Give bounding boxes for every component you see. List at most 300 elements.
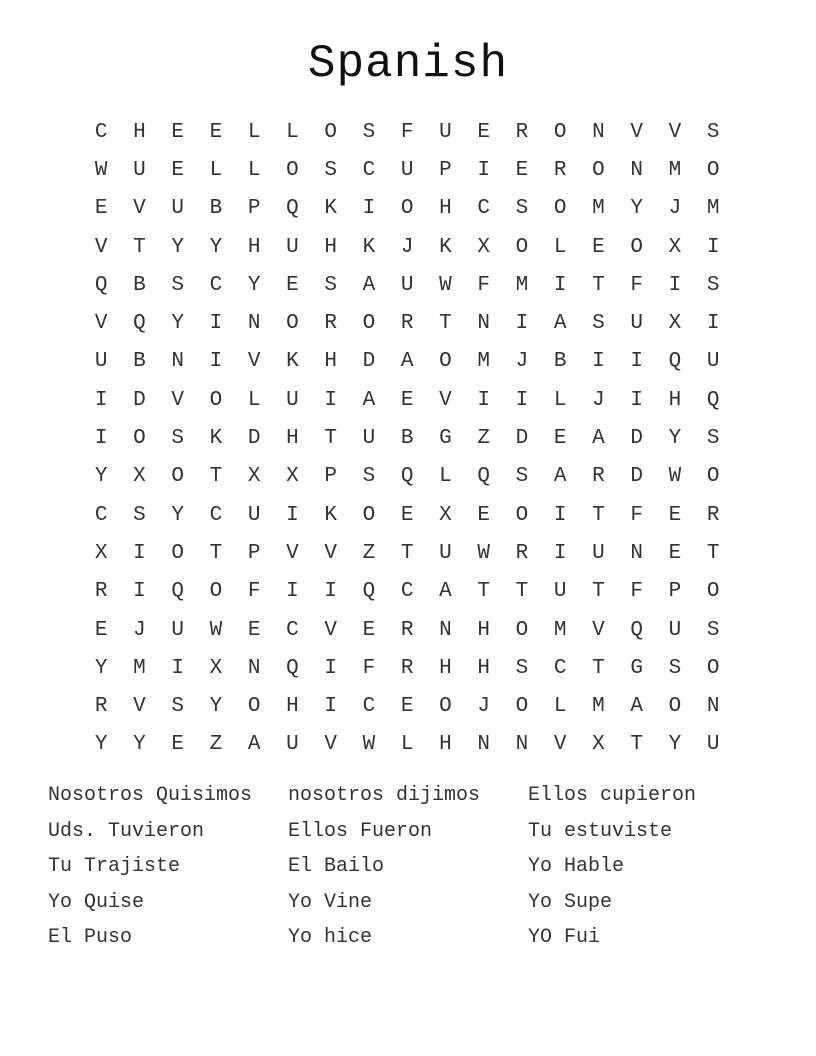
grid-letter[interactable]: O bbox=[439, 695, 452, 719]
grid-letter[interactable]: L bbox=[247, 388, 261, 412]
grid-letter[interactable]: I bbox=[209, 350, 223, 374]
grid-letter[interactable]: U bbox=[400, 158, 414, 182]
grid-letter[interactable]: U bbox=[171, 618, 184, 642]
grid-letter[interactable]: O bbox=[133, 427, 146, 451]
grid-letter[interactable]: O bbox=[324, 120, 337, 144]
grid-letter[interactable]: S bbox=[171, 273, 184, 297]
grid-letter[interactable]: V bbox=[553, 733, 567, 757]
grid-letter[interactable]: W bbox=[362, 733, 376, 757]
word-bank-item: Yo Quise bbox=[48, 890, 145, 914]
grid-letter[interactable]: U bbox=[400, 273, 414, 297]
grid-letter[interactable]: U bbox=[553, 580, 567, 604]
grid-letter[interactable]: T bbox=[592, 580, 605, 604]
grid-letter[interactable]: I bbox=[94, 427, 108, 451]
grid-letter[interactable]: C bbox=[94, 503, 108, 527]
grid-letter[interactable]: Z bbox=[209, 733, 223, 757]
grid-letter[interactable]: F bbox=[630, 503, 643, 527]
grid-letter[interactable]: A bbox=[553, 465, 567, 489]
grid-letter[interactable]: A bbox=[592, 427, 605, 451]
grid-letter[interactable]: U bbox=[592, 541, 605, 565]
grid-letter[interactable]: N bbox=[247, 312, 261, 336]
grid-letter[interactable]: O bbox=[171, 541, 184, 565]
grid-letter[interactable]: H bbox=[439, 656, 452, 680]
grid-letter[interactable]: N bbox=[592, 120, 605, 144]
grid-letter[interactable]: I bbox=[477, 158, 490, 182]
grid-letter[interactable]: H bbox=[133, 120, 146, 144]
grid-letter[interactable]: O bbox=[286, 312, 299, 336]
grid-letter[interactable]: F bbox=[630, 580, 643, 604]
grid-letter[interactable]: Z bbox=[477, 427, 490, 451]
grid-letter[interactable]: E bbox=[400, 503, 414, 527]
grid-letter[interactable]: U bbox=[630, 312, 643, 336]
grid-letter[interactable]: O bbox=[706, 656, 720, 680]
grid-letter[interactable]: S bbox=[324, 273, 337, 297]
grid-letter[interactable]: Q bbox=[286, 197, 299, 221]
grid-letter[interactable]: W bbox=[668, 465, 682, 489]
grid-letter[interactable]: H bbox=[668, 388, 682, 412]
grid-letter[interactable]: U bbox=[171, 197, 184, 221]
grid-letter[interactable]: A bbox=[247, 733, 261, 757]
grid-letter[interactable]: K bbox=[209, 427, 223, 451]
grid-letter[interactable]: R bbox=[400, 312, 414, 336]
grid-letter[interactable]: F bbox=[247, 580, 261, 604]
grid-letter[interactable]: J bbox=[515, 350, 529, 374]
grid-letter[interactable]: A bbox=[630, 695, 643, 719]
grid-letter[interactable]: A bbox=[400, 350, 414, 374]
grid-letter[interactable]: T bbox=[133, 235, 146, 259]
grid-letter[interactable]: K bbox=[362, 235, 376, 259]
grid-letter[interactable]: J bbox=[477, 695, 490, 719]
grid-letter[interactable]: O bbox=[515, 695, 529, 719]
grid-letter[interactable]: L bbox=[400, 733, 414, 757]
grid-letter[interactable]: M bbox=[477, 350, 490, 374]
grid-letter[interactable]: H bbox=[286, 427, 299, 451]
grid-letter[interactable]: F bbox=[362, 656, 376, 680]
grid-letter[interactable]: Q bbox=[94, 273, 108, 297]
grid-letter[interactable]: F bbox=[400, 120, 414, 144]
grid-letter[interactable]: T bbox=[592, 273, 605, 297]
grid-letter[interactable]: Y bbox=[630, 197, 643, 221]
grid-letter[interactable]: X bbox=[668, 235, 682, 259]
grid-letter[interactable]: O bbox=[362, 312, 376, 336]
grid-letter[interactable]: S bbox=[592, 312, 605, 336]
grid-letter[interactable]: I bbox=[668, 273, 682, 297]
grid-letter[interactable]: I bbox=[553, 541, 567, 565]
grid-letter[interactable]: H bbox=[439, 733, 452, 757]
grid-letter[interactable]: U bbox=[247, 503, 261, 527]
grid-letter[interactable]: U bbox=[439, 541, 452, 565]
grid-letter[interactable]: O bbox=[362, 503, 376, 527]
grid-letter[interactable]: H bbox=[247, 235, 261, 259]
word-bank-item: Ellos Fueron bbox=[288, 819, 433, 843]
grid-letter[interactable]: E bbox=[553, 427, 567, 451]
grid-letter[interactable]: E bbox=[668, 503, 682, 527]
grid-letter[interactable]: O bbox=[209, 580, 223, 604]
grid-letter[interactable]: N bbox=[247, 656, 261, 680]
grid-letter[interactable]: Y bbox=[94, 656, 108, 680]
grid-letter[interactable]: M bbox=[553, 618, 567, 642]
grid-letter[interactable]: U bbox=[668, 618, 682, 642]
grid-letter[interactable]: Q bbox=[630, 618, 643, 642]
grid-letter[interactable]: M bbox=[515, 273, 529, 297]
grid-letter[interactable]: P bbox=[247, 197, 261, 221]
grid-letter[interactable]: Y bbox=[94, 733, 108, 757]
grid-letter[interactable]: S bbox=[171, 695, 184, 719]
grid-letter[interactable]: S bbox=[362, 120, 376, 144]
grid-letter[interactable]: H bbox=[439, 197, 452, 221]
grid-letter[interactable]: G bbox=[630, 656, 643, 680]
grid-letter[interactable]: Y bbox=[171, 503, 184, 527]
grid-letter[interactable]: N bbox=[630, 158, 643, 182]
grid-letter[interactable]: E bbox=[171, 158, 184, 182]
grid-letter[interactable]: S bbox=[706, 618, 720, 642]
grid-letter[interactable]: E bbox=[668, 541, 682, 565]
grid-letter[interactable]: I bbox=[515, 312, 529, 336]
grid-letter[interactable]: X bbox=[592, 733, 605, 757]
grid-letter[interactable]: L bbox=[553, 388, 567, 412]
grid-letter[interactable]: O bbox=[592, 158, 605, 182]
word-bank-item: Tu estuviste bbox=[528, 819, 673, 843]
grid-letter[interactable]: R bbox=[400, 618, 414, 642]
grid-letter[interactable]: X bbox=[439, 503, 452, 527]
grid-letter[interactable]: U bbox=[286, 235, 299, 259]
grid-letter[interactable]: S bbox=[515, 656, 529, 680]
grid-letter[interactable]: E bbox=[477, 503, 490, 527]
grid-letter[interactable]: P bbox=[247, 541, 261, 565]
grid-letter[interactable]: E bbox=[94, 197, 108, 221]
grid-letter[interactable]: S bbox=[133, 503, 146, 527]
letter-grid bbox=[82, 113, 732, 764]
grid-letter[interactable]: D bbox=[362, 350, 376, 374]
grid-letter[interactable]: Q bbox=[286, 656, 299, 680]
grid-letter[interactable]: I bbox=[324, 388, 337, 412]
grid-letter[interactable]: U bbox=[706, 733, 720, 757]
grid-letter[interactable]: Y bbox=[209, 235, 223, 259]
grid-letter[interactable]: Y bbox=[171, 312, 184, 336]
grid-letter[interactable]: S bbox=[668, 656, 682, 680]
grid-letter[interactable]: N bbox=[477, 733, 490, 757]
word-bank-item: Yo Hable bbox=[528, 855, 625, 878]
grid-letter[interactable]: Q bbox=[477, 465, 490, 489]
grid-letter[interactable]: X bbox=[286, 465, 299, 489]
grid-letter[interactable]: W bbox=[439, 273, 452, 297]
grid-letter[interactable]: C bbox=[209, 273, 223, 297]
word-bank-item: Yo Supe bbox=[528, 890, 613, 914]
grid-letter[interactable]: M bbox=[133, 656, 146, 680]
grid-letter[interactable]: C bbox=[362, 158, 376, 182]
grid-letter[interactable]: R bbox=[400, 656, 414, 680]
grid-letter[interactable]: U bbox=[362, 427, 376, 451]
grid-letter[interactable]: V bbox=[133, 695, 146, 719]
grid-letter[interactable]: U bbox=[133, 158, 146, 182]
grid-letter[interactable]: V bbox=[439, 388, 452, 412]
grid-letter[interactable]: O bbox=[553, 120, 567, 144]
grid-letter[interactable]: E bbox=[94, 618, 108, 642]
grid-letter[interactable]: V bbox=[94, 312, 108, 336]
grid-letter[interactable]: Q bbox=[133, 312, 146, 336]
grid-letter[interactable]: H bbox=[324, 350, 337, 374]
grid-letter[interactable]: N bbox=[515, 733, 529, 757]
grid-letter[interactable]: X bbox=[247, 465, 261, 489]
grid-letter[interactable]: U bbox=[439, 120, 452, 144]
grid-letter[interactable]: O bbox=[209, 388, 223, 412]
grid-letter[interactable]: E bbox=[477, 120, 490, 144]
grid-letter[interactable]: O bbox=[400, 197, 414, 221]
grid-letter[interactable]: R bbox=[515, 120, 529, 144]
grid-letter[interactable]: A bbox=[362, 273, 376, 297]
grid-letter[interactable]: R bbox=[94, 580, 108, 604]
grid-letter[interactable]: Q bbox=[400, 465, 414, 489]
grid-letter[interactable]: L bbox=[553, 235, 567, 259]
grid-letter[interactable]: S bbox=[706, 273, 720, 297]
grid-letter[interactable]: B bbox=[133, 350, 146, 374]
grid-letter[interactable]: I bbox=[324, 656, 337, 680]
grid-letter[interactable]: I bbox=[553, 503, 567, 527]
grid-letter[interactable]: V bbox=[324, 618, 337, 642]
grid-letter[interactable]: T bbox=[630, 733, 643, 757]
grid-letter[interactable]: V bbox=[668, 120, 682, 144]
grid-letter[interactable]: Y bbox=[209, 695, 223, 719]
grid-letter[interactable]: C bbox=[362, 695, 376, 719]
grid-letter[interactable]: I bbox=[362, 197, 376, 221]
grid-letter[interactable]: H bbox=[286, 695, 299, 719]
grid-letter[interactable]: R bbox=[706, 503, 720, 527]
grid-letter[interactable]: V bbox=[94, 235, 108, 259]
grid-letter[interactable]: S bbox=[706, 120, 720, 144]
grid-letter[interactable]: K bbox=[324, 197, 337, 221]
grid-letter[interactable]: I bbox=[324, 695, 337, 719]
grid-letter[interactable]: Y bbox=[94, 465, 108, 489]
grid-letter[interactable]: E bbox=[400, 695, 414, 719]
grid-letter[interactable]: H bbox=[477, 656, 490, 680]
grid-letter[interactable]: D bbox=[630, 427, 643, 451]
grid-letter[interactable]: O bbox=[247, 695, 261, 719]
grid-letter[interactable]: I bbox=[592, 350, 605, 374]
grid-letter[interactable]: I bbox=[706, 312, 720, 336]
grid-letter[interactable]: I bbox=[286, 503, 299, 527]
grid-letter[interactable]: O bbox=[515, 235, 529, 259]
grid-letter[interactable]: Z bbox=[362, 541, 376, 565]
grid-letter[interactable]: T bbox=[209, 465, 223, 489]
grid-letter[interactable]: O bbox=[668, 695, 682, 719]
grid-letter[interactable]: T bbox=[592, 503, 605, 527]
grid-letter[interactable]: U bbox=[94, 350, 108, 374]
grid-letter[interactable]: W bbox=[477, 541, 490, 565]
grid-letter[interactable]: F bbox=[477, 273, 490, 297]
grid-letter[interactable]: H bbox=[324, 235, 337, 259]
word-bank-item: Nosotros Quisimos bbox=[48, 784, 253, 807]
grid-letter[interactable]: X bbox=[94, 541, 108, 565]
grid-letter[interactable]: N bbox=[477, 312, 490, 336]
grid-letter[interactable]: U bbox=[286, 388, 299, 412]
grid-letter[interactable]: I bbox=[706, 235, 720, 259]
grid-letter[interactable]: J bbox=[133, 618, 146, 642]
grid-letter[interactable]: S bbox=[171, 427, 184, 451]
grid-letter[interactable]: N bbox=[171, 350, 184, 374]
grid-letter[interactable]: T bbox=[515, 580, 529, 604]
grid-letter[interactable]: C bbox=[553, 656, 567, 680]
grid-letter[interactable]: D bbox=[630, 465, 643, 489]
grid-letter[interactable]: N bbox=[630, 541, 643, 565]
grid-letter[interactable]: I bbox=[94, 388, 108, 412]
grid-letter[interactable]: X bbox=[668, 312, 682, 336]
grid-letter[interactable]: Q bbox=[706, 388, 720, 412]
grid-letter[interactable]: I bbox=[133, 580, 146, 604]
grid-letter[interactable]: O bbox=[553, 197, 567, 221]
grid-letter[interactable]: D bbox=[515, 427, 529, 451]
grid-letter[interactable]: T bbox=[439, 312, 452, 336]
grid-letter[interactable]: V bbox=[171, 388, 184, 412]
word-bank-item: nosotros dijimos bbox=[288, 784, 481, 807]
grid-letter[interactable]: V bbox=[592, 618, 605, 642]
grid-letter[interactable]: V bbox=[630, 120, 643, 144]
grid-letter[interactable]: M bbox=[706, 197, 720, 221]
word-bank-item: El Puso bbox=[48, 926, 133, 949]
grid-letter[interactable]: Q bbox=[171, 580, 184, 604]
grid-letter[interactable]: L bbox=[286, 120, 299, 144]
grid-letter[interactable]: T bbox=[209, 541, 223, 565]
grid-letter[interactable]: R bbox=[553, 158, 567, 182]
grid-letter[interactable]: V bbox=[324, 541, 337, 565]
grid-letter[interactable]: D bbox=[247, 427, 261, 451]
grid-letter[interactable]: V bbox=[324, 733, 337, 757]
grid-letter[interactable]: S bbox=[362, 465, 376, 489]
grid-letter[interactable]: W bbox=[94, 158, 108, 182]
grid-letter[interactable]: P bbox=[439, 158, 452, 182]
grid-letter[interactable]: X bbox=[133, 465, 146, 489]
grid-letter[interactable]: T bbox=[324, 427, 337, 451]
grid-letter[interactable]: R bbox=[515, 541, 529, 565]
grid-letter[interactable]: R bbox=[94, 695, 108, 719]
grid-letter[interactable]: W bbox=[209, 618, 223, 642]
grid-letter[interactable]: E bbox=[515, 158, 529, 182]
grid-letter[interactable]: U bbox=[706, 350, 720, 374]
grid-letter[interactable]: O bbox=[706, 158, 720, 182]
grid-letter[interactable]: Y bbox=[133, 733, 146, 757]
grid-letter[interactable]: E bbox=[286, 273, 299, 297]
word-bank-item: Yo hice bbox=[288, 926, 373, 949]
grid-letter[interactable]: S bbox=[515, 197, 529, 221]
grid-letter[interactable]: Y bbox=[171, 235, 184, 259]
grid-letter[interactable]: T bbox=[592, 656, 605, 680]
word-bank-item: Ellos cupieron bbox=[528, 784, 697, 807]
grid-letter[interactable]: X bbox=[209, 656, 223, 680]
grid-letter[interactable]: Y bbox=[247, 273, 261, 297]
grid-letter[interactable]: O bbox=[706, 465, 720, 489]
grid-letter[interactable]: T bbox=[477, 580, 490, 604]
grid-letter[interactable]: I bbox=[630, 388, 643, 412]
grid-letter[interactable]: M bbox=[592, 197, 605, 221]
grid-letter[interactable]: O bbox=[515, 503, 529, 527]
grid-letter[interactable]: K bbox=[439, 235, 452, 259]
grid-letter[interactable]: R bbox=[592, 465, 605, 489]
grid-letter[interactable]: C bbox=[286, 618, 299, 642]
grid-letter[interactable]: S bbox=[706, 427, 720, 451]
grid-letter[interactable]: C bbox=[94, 120, 108, 144]
grid-letter[interactable]: P bbox=[668, 580, 682, 604]
grid-letter[interactable]: E bbox=[209, 120, 223, 144]
grid-letter[interactable]: C bbox=[400, 580, 414, 604]
grid-letter[interactable]: O bbox=[630, 235, 643, 259]
grid-letter[interactable]: Q bbox=[668, 350, 682, 374]
grid-letter[interactable]: D bbox=[133, 388, 146, 412]
grid-letter[interactable]: Y bbox=[668, 427, 682, 451]
grid-letter[interactable]: E bbox=[400, 388, 414, 412]
grid-letter[interactable]: V bbox=[247, 350, 261, 374]
grid-letter[interactable]: M bbox=[592, 695, 605, 719]
grid-letter[interactable]: T bbox=[706, 541, 720, 565]
grid-letter[interactable]: J bbox=[668, 197, 682, 221]
grid-letter[interactable]: G bbox=[439, 427, 452, 451]
grid-letter[interactable]: E bbox=[592, 235, 605, 259]
grid-letter[interactable]: N bbox=[706, 695, 720, 719]
grid-letter[interactable]: B bbox=[209, 197, 223, 221]
grid-letter[interactable]: O bbox=[286, 158, 299, 182]
grid-letter[interactable]: K bbox=[286, 350, 299, 374]
grid-letter[interactable]: V bbox=[286, 541, 299, 565]
grid-letter[interactable]: C bbox=[477, 197, 490, 221]
grid-letter[interactable]: J bbox=[400, 235, 414, 259]
grid-letter[interactable]: I bbox=[630, 350, 643, 374]
grid-letter[interactable]: Q bbox=[362, 580, 376, 604]
grid-letter[interactable]: L bbox=[247, 120, 261, 144]
grid-letter[interactable]: E bbox=[171, 733, 184, 757]
grid-letter[interactable]: L bbox=[439, 465, 452, 489]
grid-letter[interactable]: B bbox=[400, 427, 414, 451]
grid-letter[interactable]: T bbox=[400, 541, 414, 565]
grid-letter[interactable]: A bbox=[439, 580, 452, 604]
grid-letter[interactable]: I bbox=[209, 312, 223, 336]
grid-letter[interactable]: H bbox=[477, 618, 490, 642]
grid-letter[interactable]: L bbox=[209, 158, 223, 182]
grid-letter[interactable]: I bbox=[133, 541, 146, 565]
grid-letter[interactable]: I bbox=[324, 580, 337, 604]
grid-letter[interactable]: O bbox=[515, 618, 529, 642]
grid-letter[interactable]: S bbox=[324, 158, 337, 182]
grid-letter[interactable]: N bbox=[439, 618, 452, 642]
grid-letter[interactable]: E bbox=[171, 120, 184, 144]
grid-letter[interactable]: C bbox=[209, 503, 223, 527]
grid-letter[interactable]: U bbox=[286, 733, 299, 757]
grid-letter[interactable]: L bbox=[553, 695, 567, 719]
grid-letter[interactable]: X bbox=[477, 235, 490, 259]
grid-letter[interactable]: P bbox=[324, 465, 337, 489]
grid-letter[interactable]: R bbox=[324, 312, 337, 336]
grid-letter[interactable]: J bbox=[592, 388, 605, 412]
grid-letter[interactable]: M bbox=[668, 158, 682, 182]
grid-letter[interactable]: S bbox=[515, 465, 529, 489]
grid-letter[interactable]: L bbox=[247, 158, 261, 182]
grid-letter[interactable]: O bbox=[706, 580, 720, 604]
grid-letter[interactable]: F bbox=[630, 273, 643, 297]
grid-letter[interactable]: Y bbox=[668, 733, 682, 757]
grid-letter[interactable]: A bbox=[362, 388, 376, 412]
grid-letter[interactable]: A bbox=[553, 312, 567, 336]
grid-letter[interactable]: I bbox=[477, 388, 490, 412]
grid-letter[interactable]: B bbox=[133, 273, 146, 297]
grid-letter[interactable]: E bbox=[247, 618, 261, 642]
grid-letter[interactable]: I bbox=[286, 580, 299, 604]
grid-letter[interactable]: I bbox=[515, 388, 529, 412]
grid-letter[interactable]: I bbox=[171, 656, 184, 680]
grid-letter[interactable]: K bbox=[324, 503, 337, 527]
grid-letter[interactable]: I bbox=[553, 273, 567, 297]
grid-letter[interactable]: O bbox=[171, 465, 184, 489]
grid-letter[interactable]: V bbox=[133, 197, 146, 221]
grid-letter[interactable]: O bbox=[439, 350, 452, 374]
grid-letter[interactable]: E bbox=[362, 618, 376, 642]
grid-letter[interactable]: B bbox=[553, 350, 567, 374]
